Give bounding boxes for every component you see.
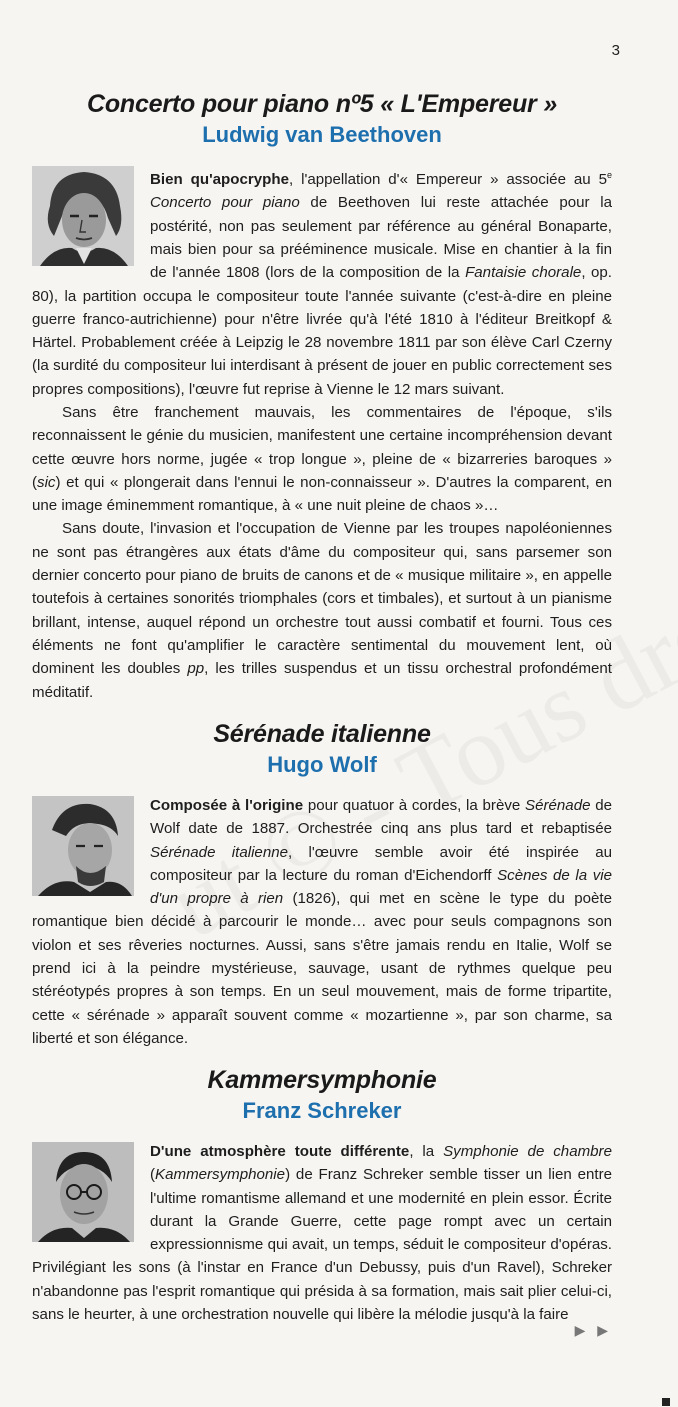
work-title: Concerto pour piano nº5 « L'Empereur » xyxy=(86,90,558,118)
italic-text: pp xyxy=(187,660,205,678)
composer-name: Ludwig van Beethoven xyxy=(202,122,442,147)
text-run: (1826), qui met en scène le type du poète romantique bien décidé à parcourir le monde… avec pour seuls compagnons son violon et ses rêveries nocturnes. Aussi, sans s'être jamais rendu en Italie, Wolf se prend ici à la peindre mystérieuse, sauvage, usant de rythmes quelque peu stéréotypés propres à son temps. En un seul mouvement, mais de forme tripartite, cette « sérénade » apparaît souvent comme « mozartienne », par son charme, sa liberté et son élégance. xyxy=(32,890,612,1047)
work-title: Kammersymphonie xyxy=(207,1066,437,1094)
text-run: ( xyxy=(150,1166,156,1184)
continue-arrows-icon: ▶ ▶ xyxy=(574,1322,612,1338)
text-run: ) de Franz Schreker semble tisser un lien entre l'ultime romantisme allemand et une modernité en plein essor. Écrite durant la Grande Guerre, cette page rompt avec un certain expressionnisme qui avait, un temps, séduit le compositeur d'opéras. Privilégiant les sons (à l'instar en France d'un Debussy, puis d'un Ravel), Schreker n'abandonne pas l'esprit romantique qui présida à sa formation, mais sait plier celui-ci, sans le heurter, à une orchestration nouvelle qui libère la mélodie jusqu'à la faire xyxy=(32,1166,612,1324)
schreker-portrait-icon xyxy=(32,1142,134,1242)
section-beethoven xyxy=(32,88,612,704)
article-body xyxy=(32,164,612,704)
wolf-portrait-icon xyxy=(32,796,134,896)
italic-text: Symphonie de chambre xyxy=(443,1143,612,1160)
text-run: de Wolf date de 1887. Orchestrée cinq ans plus tard et rebaptisée xyxy=(150,797,613,838)
italic-text: Scènes de la vie d'un propre à rien xyxy=(150,866,612,908)
article-body xyxy=(32,1140,612,1326)
italic-text: Sérénade xyxy=(525,797,591,814)
lead-text: Composée à l'origine xyxy=(150,797,304,814)
beethoven-portrait-icon xyxy=(32,166,134,266)
text-run: , l'appellation d'« Empereur » associée au 5 xyxy=(289,171,607,189)
composer-name: Franz Schreker xyxy=(242,1098,402,1123)
text-run: Sans être franchement mauvais, les commentaires de l'époque, s'ils reconnaissent le génie du musicien, manifestent une certaine incompréhension devant cette œuvre hors norme, jugée « trop longue », pleine de « bizarreries baroques » ( xyxy=(32,404,612,491)
text-run: de Beethoven lui reste attachée pour la postérité, non pas seulement par référence au général Bonaparte, mais bien pour sa prééminence musicale. Mise en chantier à la fin de l'année 1808 (lors de la composition de la xyxy=(150,194,612,282)
text-run: , la xyxy=(409,1143,444,1160)
text-run: , les trilles suspendus et un tissu orchestral profondément méditatif. xyxy=(32,660,613,701)
paragraph xyxy=(32,401,612,517)
italic-text: Fantaisie chorale xyxy=(465,264,582,282)
corner-mark xyxy=(662,1398,670,1406)
italic-text: Sérénade italienne xyxy=(150,843,289,861)
superscript: e xyxy=(607,170,613,180)
page-number: 3 xyxy=(611,42,620,59)
paragraph xyxy=(32,517,612,703)
italic-text: Kammersymphonie xyxy=(155,1166,286,1184)
text-run: pour quatuor à cordes, la brève xyxy=(303,797,526,814)
lead-text: Bien qu'apocryphe xyxy=(150,171,289,189)
text-run: Sans doute, l'invasion et l'occupation de Vienne par les troupes napoléoniennes ne sont pas étrangères aux états d'âme du compositeur qui, sans parsemer son dernier concerto pour piano de bruits de canons et de « musique militaire », en appelle toutefois à certaines sonorités triomphales (cors et timbales), et surtout à un pianisme brillant, intense, auquel répond un orchestre tout aussi combatif et fourni. Tous ces éléments ne font qu'amplifier le caractère sentimental du mouvement lent, où dominent les doubles xyxy=(32,520,612,678)
composer-name: Hugo Wolf xyxy=(267,752,377,777)
section-schreker xyxy=(32,1064,612,1326)
work-title: Sérénade italienne xyxy=(213,720,431,748)
text-run: , l'œuvre semble avoir été inspirée au compositeur par la lecture du roman d'Eichendorff xyxy=(150,843,612,884)
article-body xyxy=(32,794,612,1050)
italic-text: sic xyxy=(37,473,56,491)
italic-text: Concerto pour piano xyxy=(150,194,300,212)
text-run: ) et qui « plongerait dans l'ennui le non-connaisseur ». D'autres la comparent, en une image éminemment romantique, à « une nuit pleine de chaos »… xyxy=(32,473,612,515)
section-wolf xyxy=(32,718,612,1050)
lead-text: D'une atmosphère toute différente xyxy=(150,1143,410,1160)
text-run: , op. 80), la partition occupa le compositeur toute l'année suivante (c'est-à-dire en pleine guerre franco-autrichienne) pour n'être livrée qu'à l'été 1810 à l'éditeur Breitkopf & Härtel. Probablement créée à Leipzig le 28 novembre 1811 par son élève Carl Czerny (la surdité du compositeur lui interdisant à présent de jouer en public correctement ses propres compositions), l'œuvre fut reprise à Vienne le 12 mars suivant. xyxy=(32,264,613,398)
